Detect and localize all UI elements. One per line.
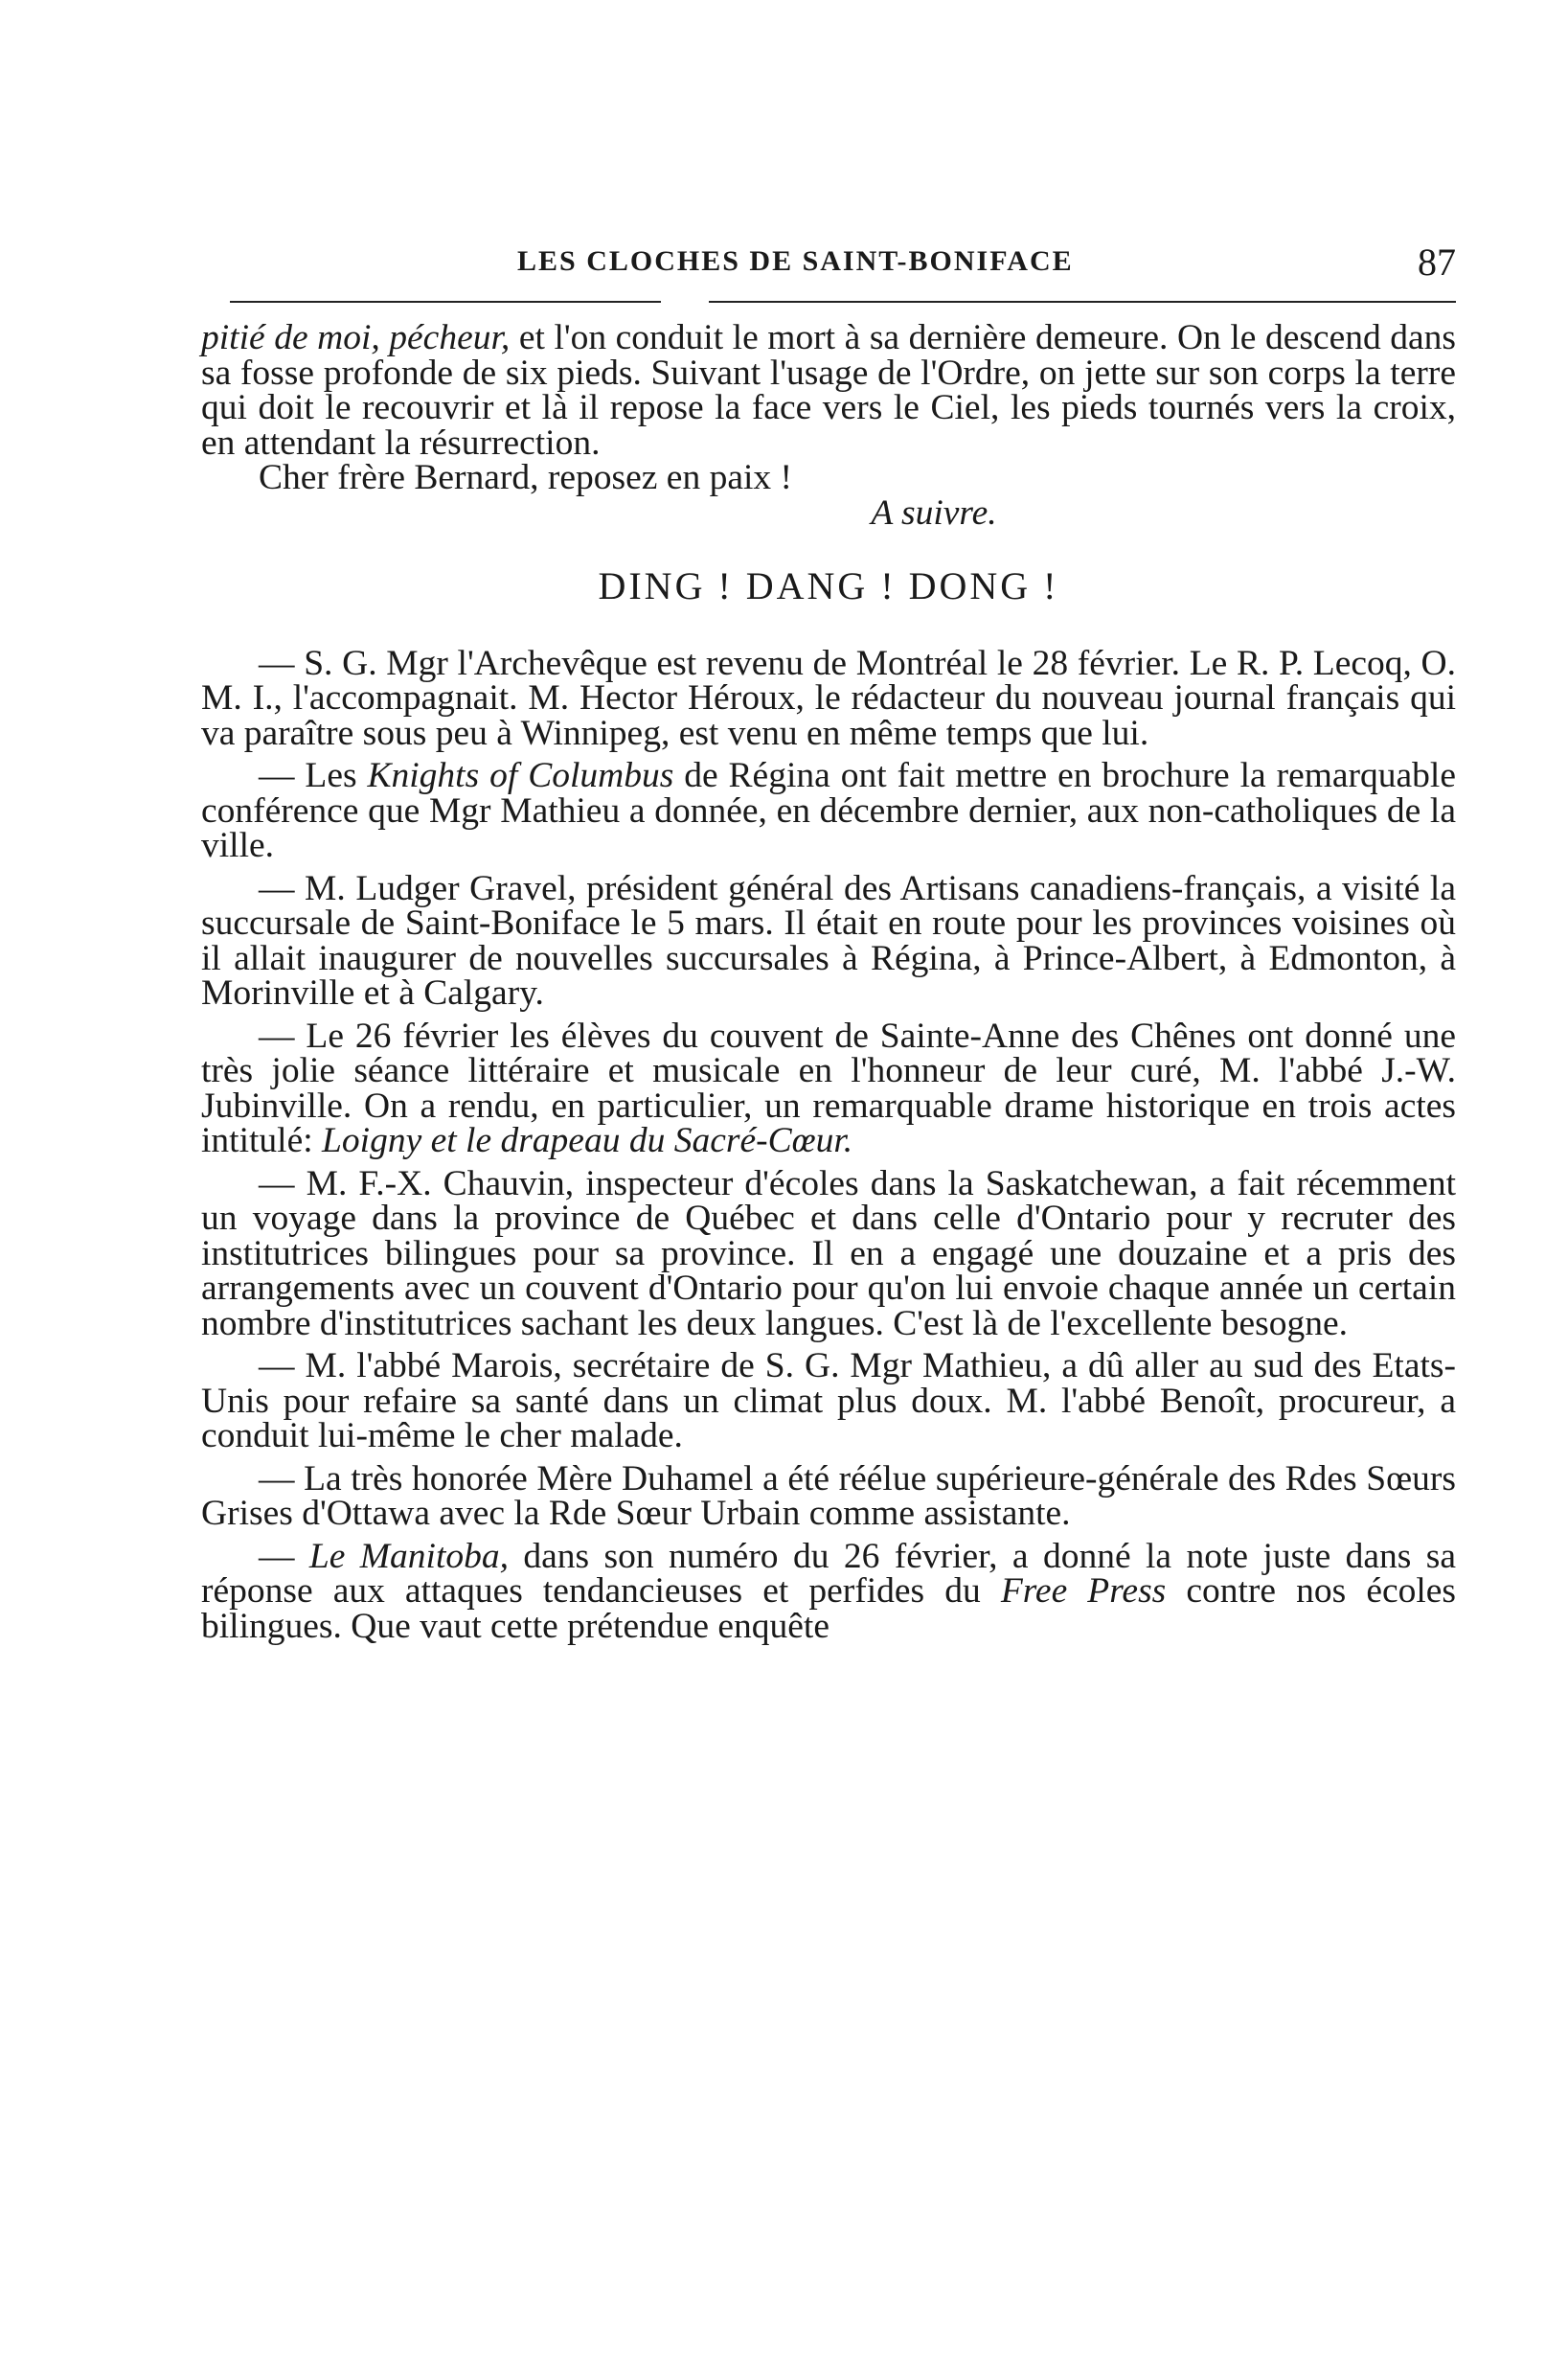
news-item-8 [201, 1536, 1457, 1646]
news-item-8-mid: dans son numéro du 26 février, a donné la note juste dans sa réponse aux attaques tendancieuses et perfides du [201, 1536, 1456, 1611]
opening-text: et l'on conduit le mort à sa dernière demeure. On le descend dans sa fosse profonde de six pieds. Suivant l'usage de l'Ordre, on jette sur son corps la terre qui doit le recouvrir et là il repose la face vers le Ciel, les pieds tournés vers la croix, en attendant la résurrection. [201, 318, 1456, 463]
news-item-3: — M. Ludger Gravel, président général des Artisans canadiens-français, a visité la succursale de Saint-Boniface le 5 mars. Il était en route pour les provinces voisines où il allait inaugurer de nouvelles succursales à Régina, à Prince-Albert, à Edmonton, à Morinville et à Calgary. [201, 868, 1456, 1013]
page-header [201, 240, 1456, 297]
news-item-2-pre: — Les [259, 756, 368, 795]
news-item-6: — M. l'abbé Marois, secrétaire de S. G. Mgr Mathieu, a dû aller au sud des Etats-Unis pour refaire sa santé dans un climat plus doux. M. l'abbé Benoît, procureur, a conduit lui-même le cher malade. [201, 1346, 1456, 1455]
news-item-7: — La très honorée Mère Duhamel a été réélue supérieure-générale des Rdes Sœurs Grises d'Ottawa avec la Rde Sœur Urbain comme assistante. [201, 1458, 1456, 1533]
news-item-8-italic-1: Le Manitoba, [308, 1536, 509, 1576]
header-rule-right [709, 301, 1456, 303]
header-rule-left [230, 301, 661, 303]
page-body [201, 318, 1457, 1652]
news-item-2 [201, 756, 1456, 865]
section-title: DING ! DANG ! DONG ! [598, 564, 1059, 607]
news-item-4-italic: Loigny et le drapeau du Sacré-Cœur. [322, 1121, 853, 1160]
opening-italic: pitié de moi, pécheur, [201, 318, 511, 357]
news-item-4 [201, 1016, 1456, 1160]
news-item-4-pre: — Le 26 février les élèves du couvent de Sainte-Anne des Chênes ont donné une très jolie séance littéraire et musicale en l'honneur de leur curé, M. l'abbé J.-W. Jubinville. On a rendu, en particulier, un remarquable drame historique en trois actes intitulé: [201, 1016, 1456, 1160]
news-item-8-pre: — [259, 1536, 309, 1576]
page-number: 87 [1418, 240, 1456, 284]
news-item-2-italic: Knights of Columbus [367, 756, 674, 795]
farewell-line: Cher frère Bernard, reposez en paix ! [259, 458, 793, 497]
news-item-1: — S. G. Mgr l'Archevêque est revenu de Montréal le 28 février. Le R. P. Lecoq, O. M. I., l'accompagnait. M. Hector Héroux, le rédacteur du nouveau journal français qui va paraître sous peu à Winnipeg, est venu en même temps que lui. [201, 643, 1456, 753]
running-title: LES CLOCHES DE SAINT-BONIFACE [517, 245, 1074, 277]
news-item-5: — M. F.-X. Chauvin, inspecteur d'écoles dans la Saskatchewan, a fait récemment un voyage dans la province de Québec et dans celle d'Ontario pour y recruter des institutrices bilingues pour sa province. Il en a engagé une douzaine et a pris des arrangements avec un couvent d'Ontario pour qu'on lui envoie chaque année un certain nombre d'institutrices sachant les deux langues. C'est là de l'excellente besogne. [201, 1163, 1456, 1343]
news-item-8-post: contre nos écoles bilingues. Que vaut cette prétendue enquête [201, 1571, 1457, 1646]
news-item-8-italic-2: Free Press [1000, 1571, 1167, 1611]
opening-paragraph [201, 318, 1456, 463]
news-item-2-post: de Régina ont fait mettre en brochure la remarquable conférence que Mgr Mathieu a donnée, en décembre dernier, aux non-catholiques de la ville. [201, 756, 1456, 865]
to-be-continued: A suivre. [871, 492, 997, 533]
